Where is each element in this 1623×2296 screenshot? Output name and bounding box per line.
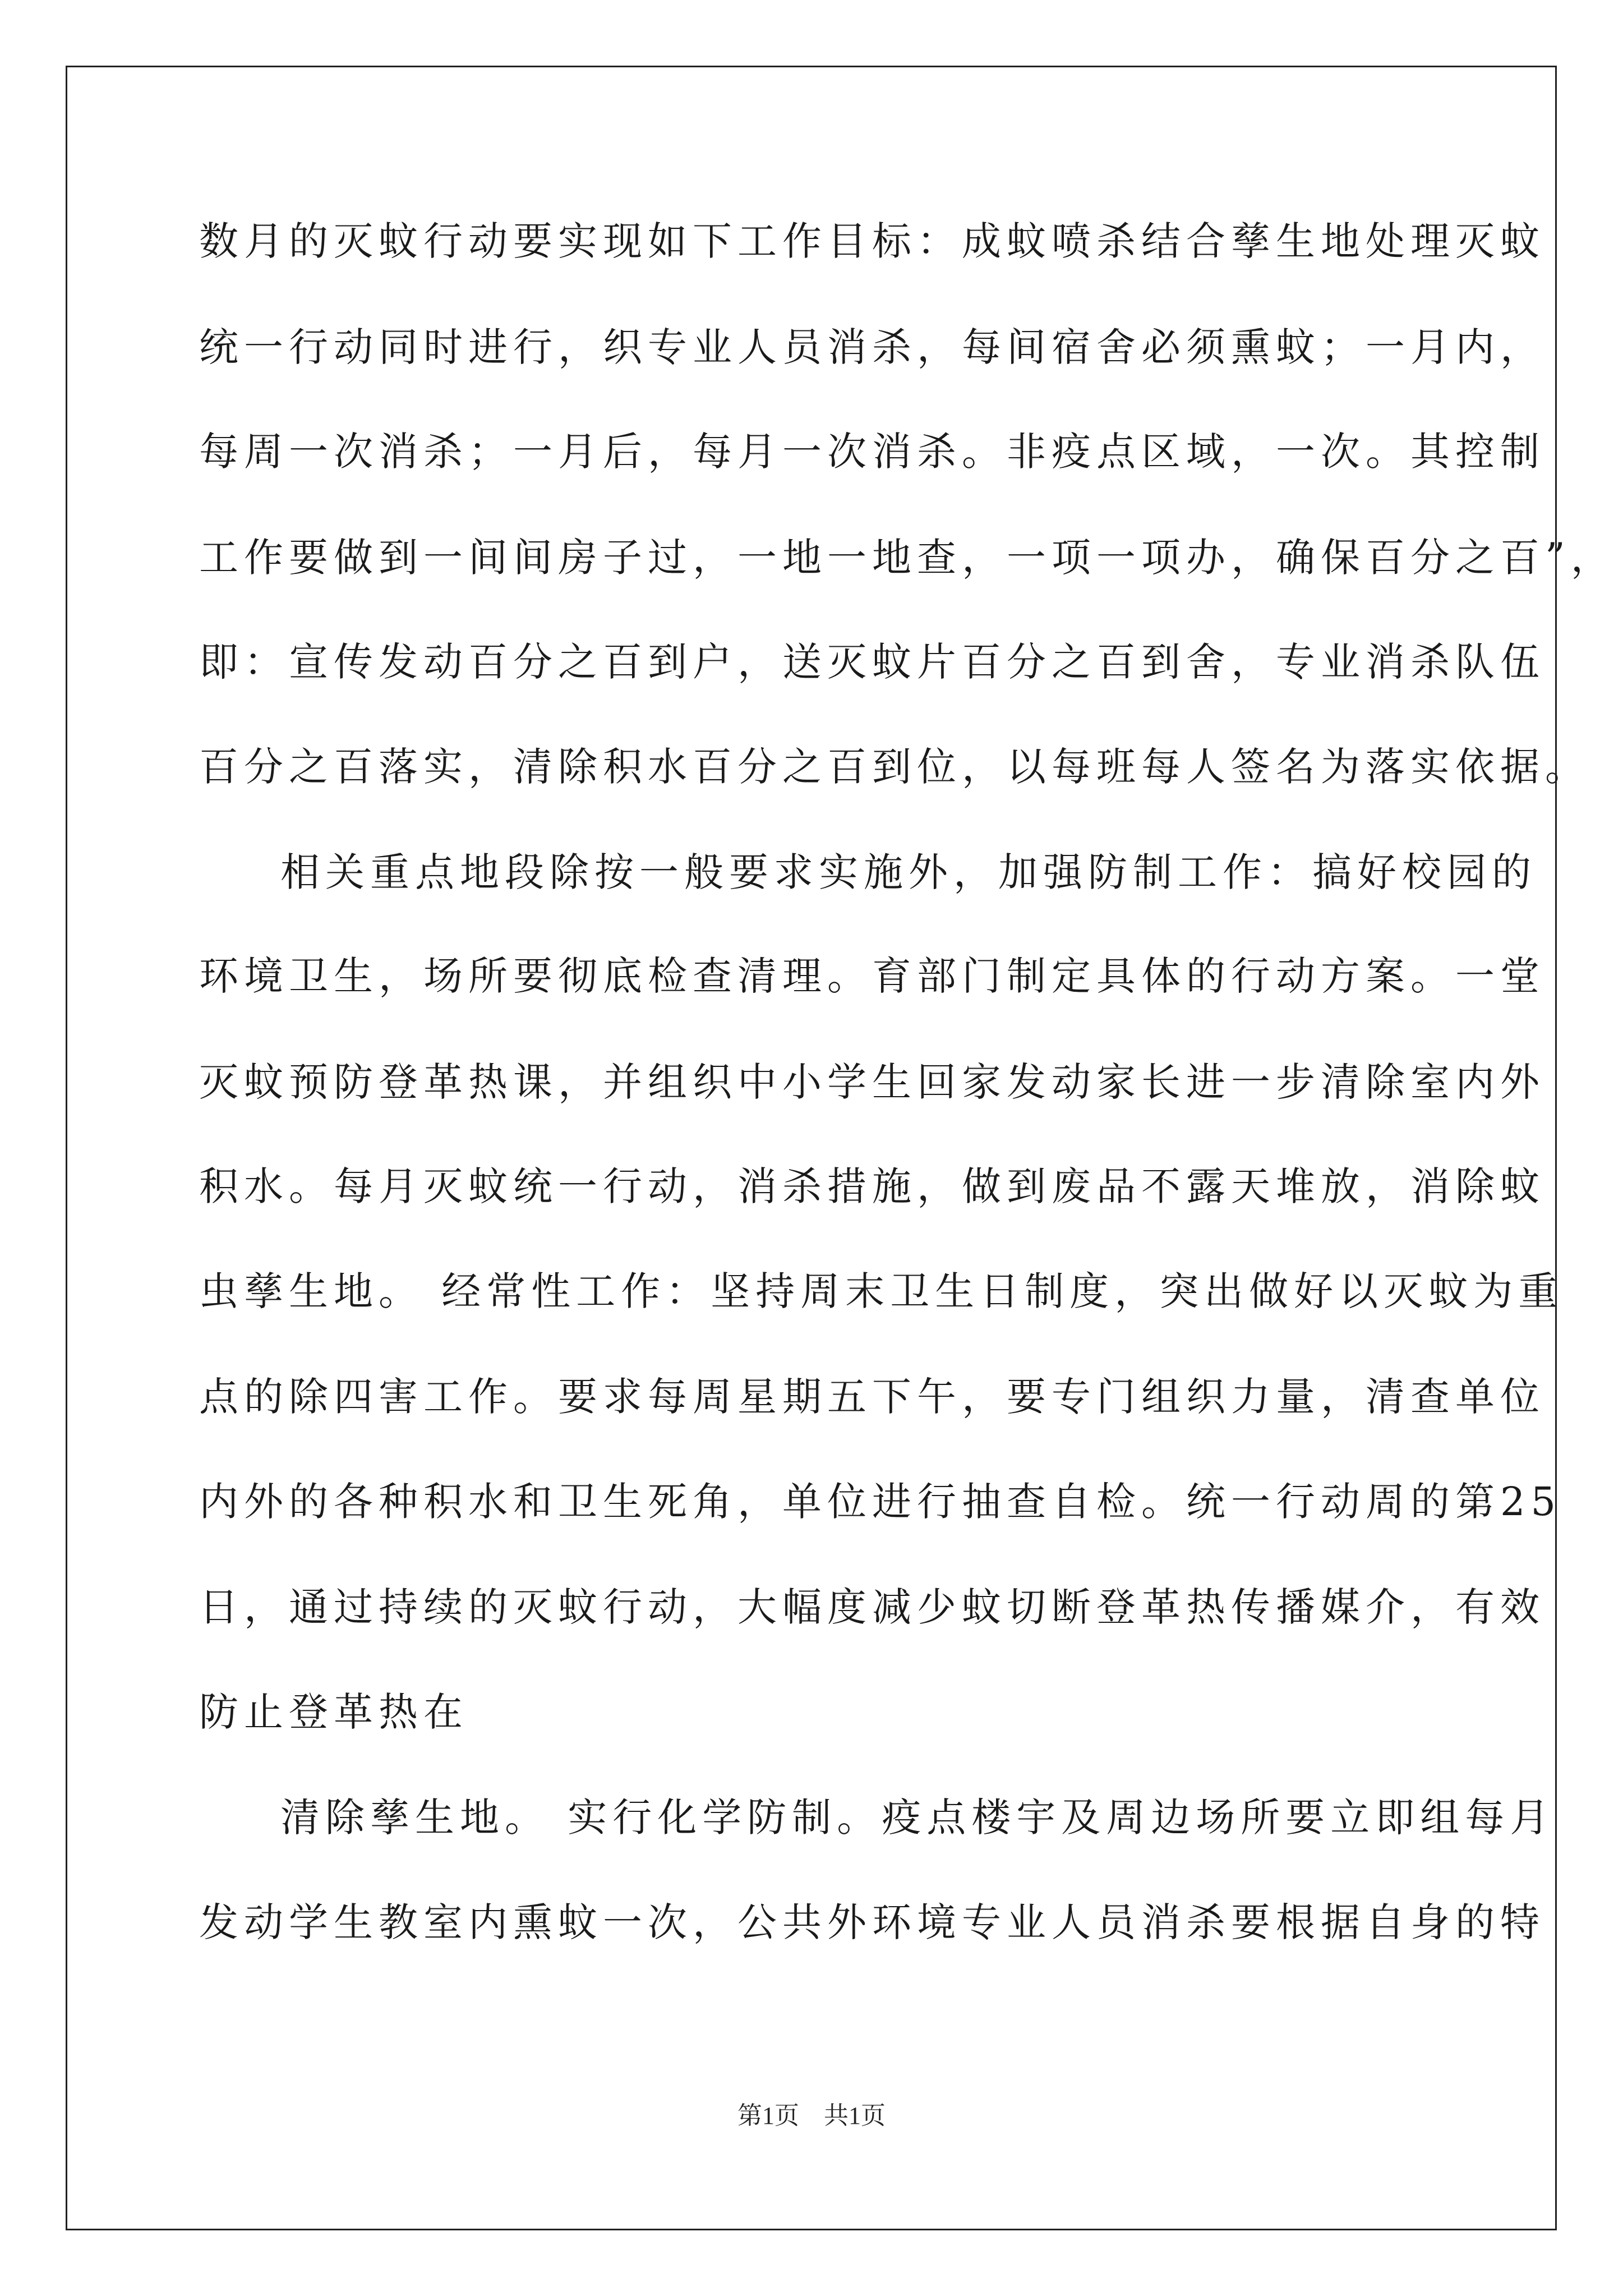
page-number-footer: 第1页 共1页: [737, 2102, 886, 2129]
text-line: 工作要做到一间间房子过，一地一地查，一项一项办，确保百分之百”，: [199, 535, 1616, 581]
text-line: 百分之百落实，清除积水百分之百到位，以每班每人签名为落实依据。: [199, 744, 1590, 790]
text-line: 环境卫生，场所要彻底检查清理。育部门制定具体的行动方案。一堂: [199, 953, 1545, 999]
text-line: 统一行动同时进行，织专业人员消杀，每间宿舍必须熏蚊；一月内，: [199, 324, 1545, 370]
text-line: 防止登革热在: [199, 1689, 468, 1735]
text-line: 积水。每月灭蚊统一行动，消杀措施，做到废品不露天堆放，消除蚊: [199, 1163, 1545, 1209]
text-line: 每周一次消杀；一月后，每月一次消杀。非疫点区域，一次。其控制: [199, 429, 1545, 475]
paragraph-first-line: 相关重点地段除按一般要求实施外，加强防制工作：搞好校园的: [280, 849, 1537, 895]
paragraph-first-line: 清除孳生地。 实行化学防制。疫点楼宇及周边场所要立即组每月: [280, 1795, 1555, 1841]
text-line: 点的除四害工作。要求每周星期五下午，要专门组织力量，清查单位: [199, 1374, 1545, 1420]
text-line: 数月的灭蚊行动要实现如下工作目标：成蚊喷杀结合孳生地处理灭蚊: [199, 218, 1545, 264]
text-line: 发动学生教室内熏蚊一次，公共外环境专业人员消杀要根据自身的特: [199, 1899, 1545, 1945]
text-line: 即：宣传发动百分之百到户，送灭蚊片百分之百到舍，专业消杀队伍: [199, 639, 1545, 685]
text-line: 灭蚊预防登革热课，并组织中小学生回家发动家长进一步清除室内外: [199, 1059, 1545, 1105]
text-line: 内外的各种积水和卫生死角，单位进行抽查自检。统一行动周的第25: [199, 1479, 1562, 1525]
text-line: 虫孳生地。 经常性工作：坚持周末卫生日制度，突出做好以灭蚊为重: [199, 1268, 1564, 1314]
text-line: 日，通过持续的灭蚊行动，大幅度减少蚊切断登革热传播媒介，有效: [199, 1584, 1545, 1630]
